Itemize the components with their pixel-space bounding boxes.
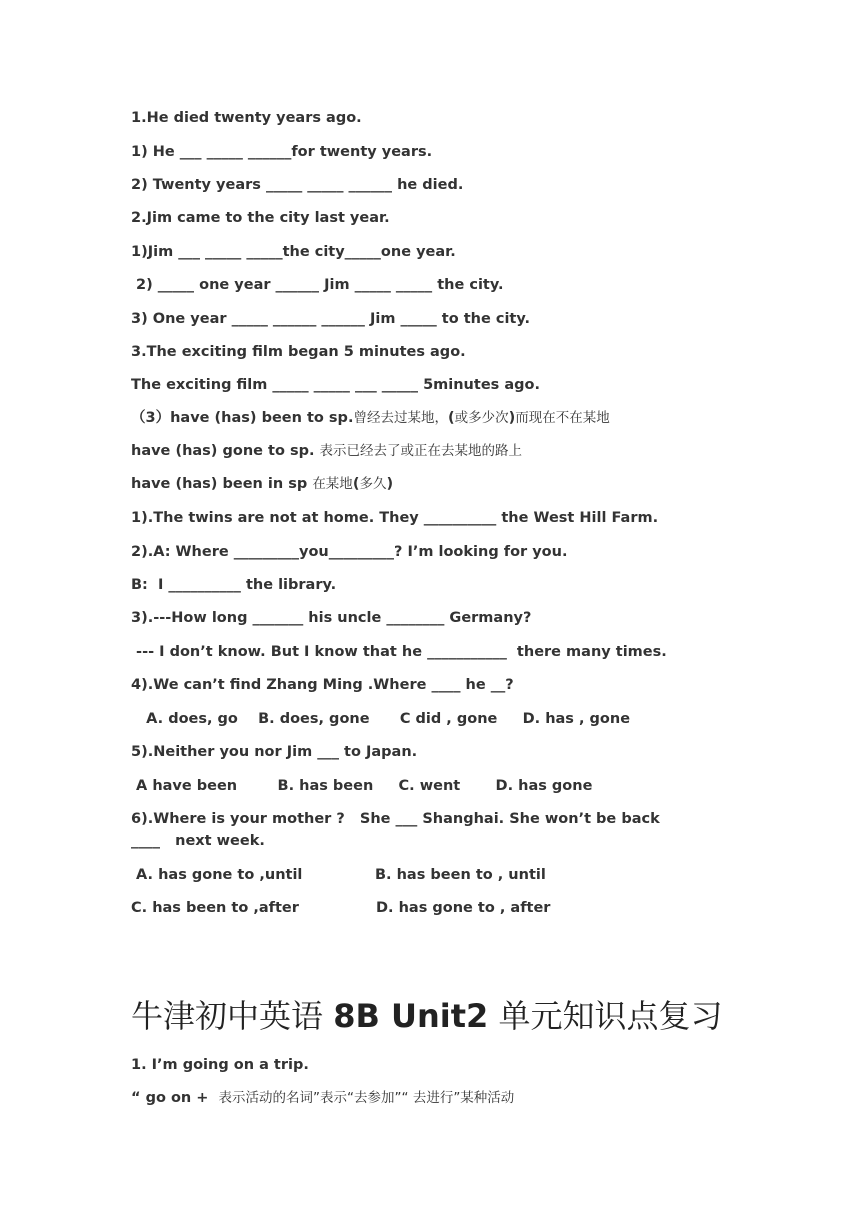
q2-line-3: 3) One year _____ ______ ______ Jim _____ to the city.	[131, 311, 530, 327]
exercise-6-question-cont: ____ next week.	[131, 833, 265, 849]
heading-cn-part-2: 单元知识点复习	[488, 997, 723, 1035]
note-been-to	[131, 408, 610, 428]
q2-line-2: 2) _____ one year ______ Jim _____ _____ the city.	[131, 277, 504, 293]
note-been-to-cn: 曾经去过某地，	[353, 410, 448, 426]
go-on-cn: 表示活动的名词”表示“去参加”“ 去进行”某种活动	[218, 1090, 515, 1106]
q3-title: 3.The exciting film began 5 minutes ago.	[131, 344, 466, 360]
exercise-1: 1).The twins are not at home. They __________ the West Hill Farm.	[131, 510, 659, 526]
note-been-to-en: （3）have (has) been to sp.	[131, 410, 354, 426]
exercise-6-option-d: D. has gone to , after	[376, 900, 551, 916]
exercise-5-question: 5).Neither you nor Jim ___ to Japan.	[131, 744, 418, 760]
note-not-there-cn: 而现在不在某地	[515, 410, 610, 426]
exercise-4-question: 4).We can’t find Zhang Ming .Where ____ he __?	[131, 677, 514, 693]
note-times-cn: 或多少次	[454, 410, 509, 426]
note-been-in	[131, 474, 393, 494]
note-gone-to-en: have (has) gone to sp.	[131, 443, 320, 459]
go-on-en: “ go on +	[131, 1090, 219, 1106]
q1-line-1: 1) He ___ _____ ______for twenty years.	[131, 144, 433, 160]
exercise-6-option-b: B. has been to , until	[375, 867, 546, 883]
note-been-in-cn: 在某地	[312, 476, 353, 492]
section-heading	[131, 994, 722, 1038]
note-been-in-en: have (has) been in sp	[131, 476, 313, 492]
exercise-6-option-a: A. has gone to ,until	[131, 867, 303, 883]
exercise-4-options: A. does, go B. does, gone C did , gone D. has , gone	[131, 711, 631, 727]
q2-title: 2.Jim came to the city last year.	[131, 210, 390, 226]
heading-unit: 8B Unit2	[333, 997, 489, 1035]
q2-line-1: 1)Jim ___ _____ _____the city_____one year.	[131, 244, 456, 260]
exercise-3-answer: --- I don’t know. But I know that he ___________ there many times.	[131, 644, 667, 660]
exercise-5-options: A have been B. has been C. went D. has gone	[131, 778, 593, 794]
exercise-6-question: 6).Where is your mother ? She ___ Shanghai. She won’t be back	[131, 811, 660, 827]
section-point-1: 1. I’m going on a trip.	[131, 1057, 309, 1073]
heading-cn-part-1: 牛津初中英语	[131, 997, 334, 1035]
note-gone-to-cn: 表示已经去了或正在去某地的路上	[319, 443, 523, 459]
note-duration-cn: 多久	[359, 476, 387, 492]
note-paren-close: )	[508, 410, 516, 426]
exercise-3-question: 3).---How long _______ his uncle ________ Germany?	[131, 610, 532, 626]
note-paren-open: (	[447, 410, 455, 426]
exercise-2-answer: B: I __________ the library.	[131, 577, 337, 593]
note-gone-to	[131, 441, 522, 461]
q1-line-2: 2) Twenty years _____ _____ ______ he died.	[131, 177, 464, 193]
q3-line-1: The exciting film _____ _____ ___ _____ 5minutes ago.	[131, 377, 540, 393]
note-been-in-paren-close: )	[386, 476, 394, 492]
exercise-2-question: 2).A: Where _________you_________? I’m looking for you.	[131, 544, 568, 560]
note-been-in-paren-open: (	[352, 476, 360, 492]
section-point-1-note	[131, 1088, 514, 1108]
q1-title: 1.He died twenty years ago.	[131, 110, 362, 126]
exercise-6-option-c: C. has been to ,after	[131, 900, 299, 916]
